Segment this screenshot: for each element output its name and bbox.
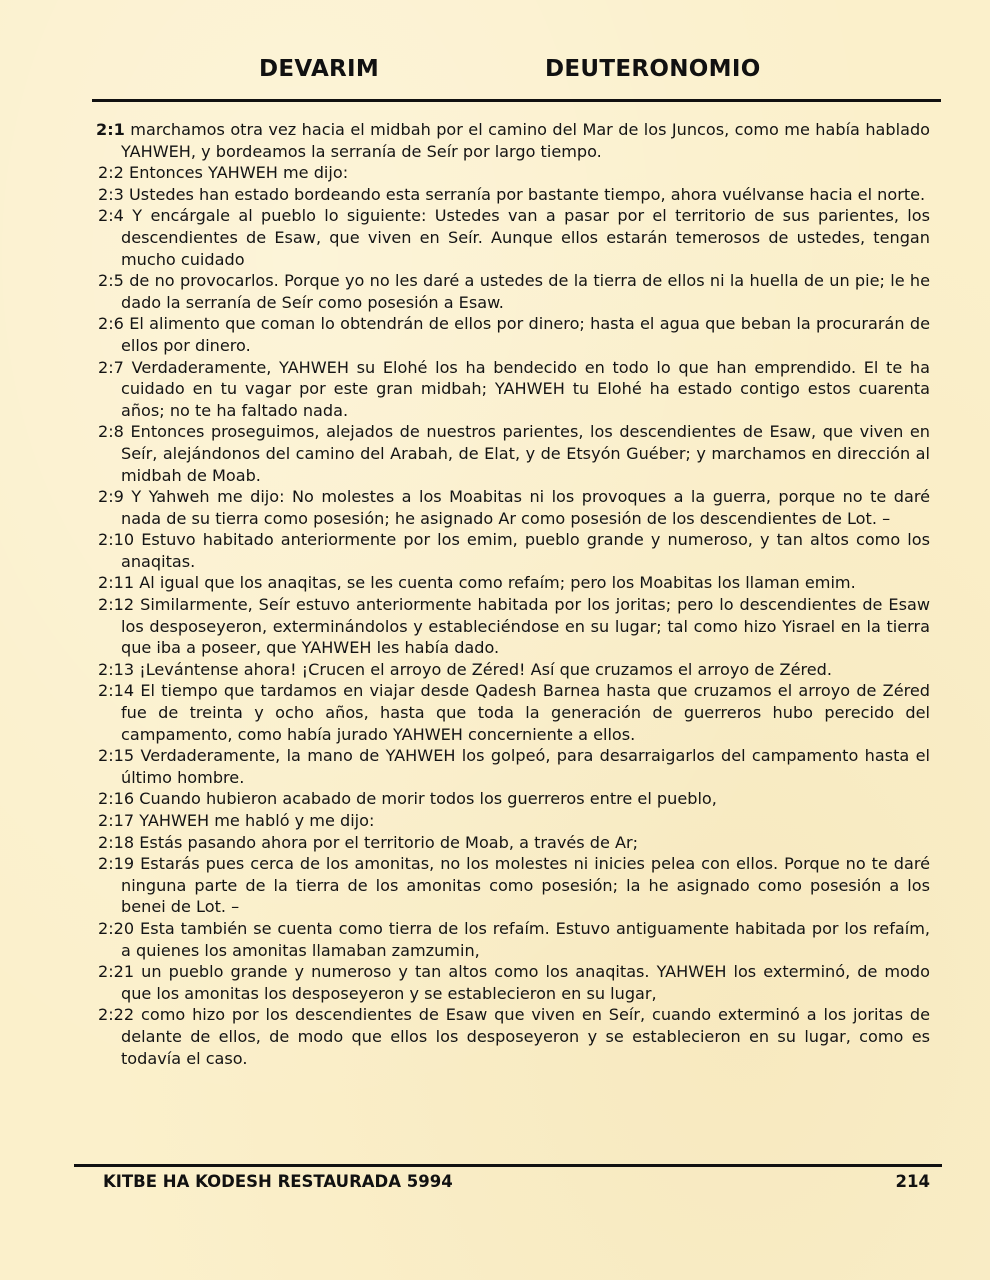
verse-text: Esta también se cuenta como tierra de los refaím. Estuvo antiguamente habitada por los refaím, a quienes los amonitas llamaban zamzumin,	[121, 918, 930, 960]
verse-text: Y encárgale al pueblo lo siguiente: Ustedes van a pasar por el territorio de sus parientes, los descendientes de Esaw, que viven en Seír. Aunque ellos estarán temerosos de ustedes, tengan mucho cuidado	[121, 206, 930, 269]
verse-item	[96, 529, 930, 572]
verse-text: marchamos otra vez hacia el midbah por el camino del Mar de los Juncos, como me había hablado YAHWEH, y bordeamos la serranía de Seír por largo tiempo.	[121, 120, 931, 161]
verse-item	[96, 680, 930, 745]
verse-text: Cuando hubieron acabado de morir todos los guerreros entre el pueblo,	[139, 789, 717, 809]
verse-item	[96, 486, 930, 529]
verse-item	[96, 853, 930, 918]
verse-text: Verdaderamente, YAHWEH su Elohé los ha bendecido en todo lo que han emprendido. El te ha cuidado en tu vagar por este gran midbah; YAHWEH tu Elohé ha estado contigo estos cuarenta años; no te ha faltado nada.	[121, 357, 930, 420]
verse-item	[96, 918, 930, 961]
verse-reference: 2:15	[98, 746, 135, 766]
verse-reference: 2:13	[98, 659, 135, 679]
verse-reference: 2:1	[96, 120, 125, 139]
verse-reference: 2:19	[98, 854, 135, 874]
verse-item	[96, 788, 930, 810]
verse-item	[96, 659, 930, 681]
verse-text: El tiempo que tardamos en viajar desde Qadesh Barnea hasta que cruzamos el arroyo de Zéred fue de treinta y ocho años, hasta que toda la generación de guerreros hubo perecido del campamento, como había jurado YAHWEH concerniente a ellos.	[121, 681, 930, 744]
verse-item	[96, 810, 930, 832]
verse-text: Verdaderamente, la mano de YAHWEH los golpeó, para desarraigarlos del campamento hasta el último hombre.	[121, 746, 930, 787]
header-divider	[92, 99, 941, 102]
verse-reference: 2:20	[98, 918, 135, 938]
verse-reference: 2:17	[98, 811, 135, 830]
book-title-spanish: DEUTERONOMIO	[545, 56, 761, 82]
verse-reference: 2:18	[98, 832, 135, 852]
verse-text: Entonces YAHWEH me dijo:	[129, 163, 349, 183]
page-number: 214	[895, 1172, 930, 1191]
verse-item	[96, 313, 930, 356]
verse-item	[96, 421, 930, 486]
verse-reference: 2:10	[98, 530, 135, 550]
verse-reference: 2:16	[98, 789, 135, 809]
verse-reference: 2:9	[98, 487, 124, 507]
verse-reference: 2:2	[98, 163, 124, 183]
verse-item	[96, 961, 930, 1004]
verse-text: Ustedes han estado bordeando esta serranía por bastante tiempo, ahora vuélvanse hacia el norte.	[129, 184, 926, 204]
verse-item	[96, 357, 930, 422]
footer-divider	[74, 1164, 942, 1167]
book-title-hebrew: DEVARIM	[259, 56, 380, 82]
verse-text: Estuvo habitado anteriormente por los emim, pueblo grande y numeroso, y tan altos como los anaqitas.	[121, 530, 930, 571]
verse-item	[96, 832, 930, 854]
verse-item	[96, 184, 930, 206]
verse-text: Entonces proseguimos, alejados de nuestros parientes, los descendientes de Esaw, que viven en Seír, alejándonos del camino del Arabah, de Elat, y de Etsyón Guéber; y marchamos en dirección al midbah de Moab.	[121, 422, 930, 485]
verse-item	[96, 162, 930, 184]
verse-text: Similarmente, Seír estuvo anteriormente habitada por los joritas; pero lo descendientes de Esaw los desposeyeron, exterminándolos y estableciéndose en su lugar; tal como hizo Yisrael en la tierra que iba a poseer, que YAHWEH les había dado.	[121, 595, 930, 658]
verse-text: como hizo por los descendientes de Esaw que viven en Seír, cuando exterminó a los joritas de delante de ellos, de modo que ellos los desposeyeron y se establecieron en su lugar, como es todavía el caso.	[121, 1005, 930, 1068]
verse-reference: 2:14	[98, 681, 135, 701]
verse-item	[96, 572, 930, 594]
verse-text: de no provocarlos. Porque yo no les daré a ustedes de la tierra de ellos ni la huella de un pie; le he dado la serranía de Seír como posesión a Esaw.	[121, 271, 930, 312]
verse-reference: 2:21	[98, 962, 135, 982]
verse-item	[96, 270, 930, 313]
verse-reference: 2:4	[98, 206, 124, 226]
verse-item	[96, 745, 930, 788]
verse-reference: 2:22	[98, 1005, 135, 1025]
verse-item	[96, 205, 930, 270]
verse-reference: 2:7	[98, 357, 124, 377]
verse-text: Estarás pues cerca de los amonitas, no los molestes ni inicies pelea con ellos. Porque no te daré ninguna parte de la tierra de los amonitas como posesión; la he asignado como posesión a los benei de Lot. –	[121, 854, 930, 917]
verse-reference: 2:6	[98, 314, 124, 334]
verse-text: Y Yahweh me dijo: No molestes a los Moabitas ni los provoques a la guerra, porque no te daré nada de su tierra como posesión; he asignado Ar como posesión de los descendientes de Lot. –	[121, 487, 930, 528]
verse-item	[96, 594, 930, 659]
verse-reference: 2:11	[98, 573, 135, 593]
verse-reference: 2:8	[98, 422, 124, 442]
verse-reference: 2:5	[98, 271, 124, 291]
page-header	[0, 56, 990, 90]
verse-list	[96, 119, 930, 1069]
footer-title: KITBE HA KODESH RESTAURADA 5994	[103, 1172, 453, 1191]
verse-text: Estás pasando ahora por el territorio de Moab, a través de Ar;	[139, 832, 639, 852]
verse-reference: 2:12	[98, 595, 135, 615]
verse-item	[96, 119, 930, 162]
verse-text: ¡Levántense ahora! ¡Crucen el arroyo de Zéred! Así que cruzamos el arroyo de Zéred.	[139, 659, 832, 679]
verse-text: un pueblo grande y numeroso y tan altos como los anaqitas. YAHWEH los exterminó, de modo que los amonitas los desposeyeron y se establecieron en su lugar,	[121, 962, 930, 1003]
verse-text: Al igual que los anaqitas, se les cuenta como refaím; pero los Moabitas los llaman emim.	[139, 573, 856, 593]
verse-text: YAHWEH me habló y me dijo:	[139, 811, 375, 830]
verse-reference: 2:3	[98, 184, 124, 204]
verse-text: El alimento que coman lo obtendrán de ellos por dinero; hasta el agua que beban la procurarán de ellos por dinero.	[121, 314, 930, 355]
verse-item	[96, 1004, 930, 1069]
